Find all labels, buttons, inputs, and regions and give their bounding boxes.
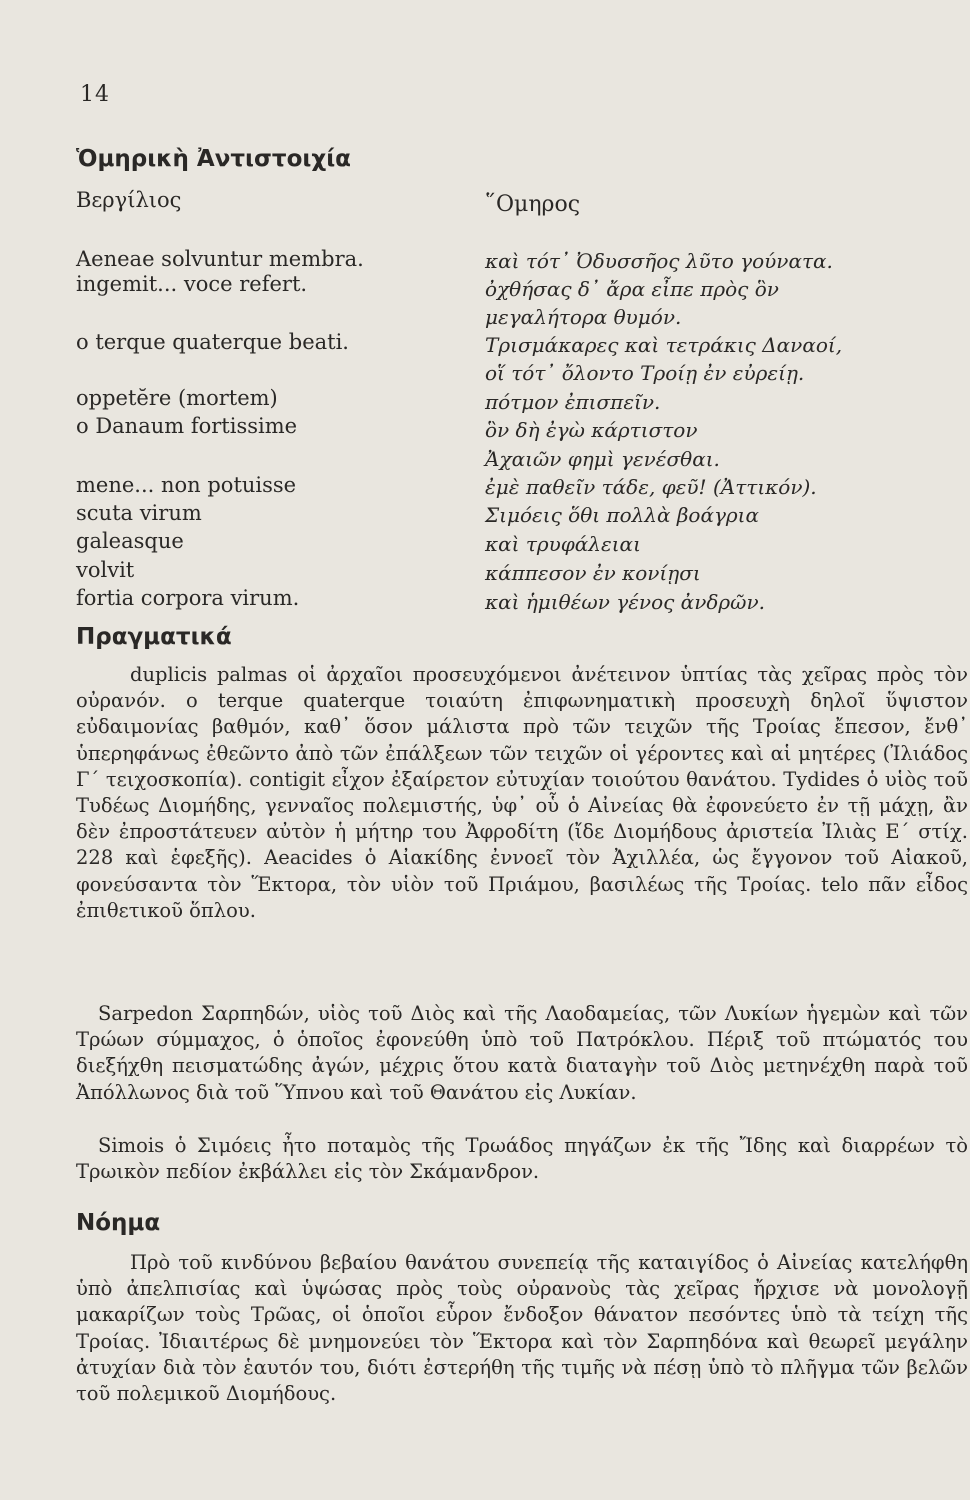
greek-line: Σιμόεις ὅθι πολλὰ βοάγρια: [485, 503, 760, 527]
greek-line: Ἀχαιῶν φημὶ γενέσθαι.: [485, 447, 720, 471]
latin-line: galeasque: [76, 529, 184, 553]
latin-line: ingemit... voce refert.: [76, 272, 308, 296]
heading-factual: Πραγματικά: [76, 624, 232, 650]
latin-line: oppetĕre (mortem): [76, 386, 278, 410]
page-number: 14: [80, 82, 110, 107]
latin-line: volvit: [76, 558, 135, 582]
greek-line: ὀχθήσας δ᾽ ἄρα εἶπε πρὸς ὃν: [485, 277, 779, 301]
paragraph: Πρὸ τοῦ κινδύνου βεβαίου θανάτου συνεπείᾳ τῆς καταιγίδος ὁ Αἰνείας κατελήφθη ὑπὸ ἀπελπισίας καὶ ὑψώσας πρὸς τοὺς οὐρανοὺς τὰς χεῖρας ἤρχισε νὰ μονολογῇ μακαρίζων τοὺς Τρῶας, οἱ ὁποῖοι εὗρον ἔνδοξον θάνατον πεσόντες ὑπὸ τὰ τείχη τῆς Τροίας. Ἰδιαιτέρως δὲ μνημονεύει τὸν Ἕκτορα καὶ τὸν Σαρπηδόνα καὶ θεωρεῖ μεγάλην ἀτυχίαν διὰ τὸν ἑαυτόν του, διότι ἐστερήθη τῆς τιμῆς νὰ πέσῃ ὑπὸ τὸ πλῆγμα τῶν βελῶν τοῦ πολεμικοῦ Διομήδους.: [76, 1251, 968, 1406]
heading-meaning: Νόημα: [76, 1210, 161, 1236]
paragraph: duplicis palmas οἱ ἀρχαῖοι προσευχόμενοι ἀνέτεινον ὑπτίας τὰς χεῖρας πρὸς τὸν οὐρανόν. o terque quaterque τοιαύτη ἐπιφωνηματικὴ προσευχὴ δηλοῖ ὕψιστον εὐδαιμονίας βαθμόν, καθ᾽ ὅσον μάλιστα πρὸ τῶν τειχῶν τῆς Τροίας ἔπεσον, ἔνθ᾽ ὑπερηφάνως ἐθεῶντο ἀπὸ τῶν ἐπάλξεων τῶν τειχῶν οἱ γέροντες καὶ αἱ μητέρες (Ἰλιάδος Γ´ τειχοσκοπία). contigit εἶχον ἐξαίρετον εὐτυχίαν τοιούτου θανάτου. Tydides ὁ υἱὸς τοῦ Τυδέως Διομήδης, γενναῖος πολεμιστής, ὑφ᾽ οὗ ὁ Αἰνείας θὰ ἐφονεύετο ἐν τῇ μάχῃ, ἂν δὲν ἐπροστάτευεν αὐτὸν ἡ μήτηρ του Ἀφροδίτη (ἴδε Διομήδους ἀριστεία Ἰλιὰς Ε´ στίχ. 228 καὶ ἑφεξῆς). Aeacides ὁ Αἰακίδης ἐννοεῖ τὸν Ἀχιλλέα, ὡς ἔγγονον τοῦ Αἰακοῦ, φονεύσαντα τὸν Ἕκτορα, τὸν υἱὸν τοῦ Πριάμου, βασιλέως τῆς Τροίας. telo πᾶν εἶδος ἐπιθετικοῦ ὅπλου.: [76, 663, 968, 922]
latin-line: Aeneae solvuntur membra.: [76, 247, 364, 271]
greek-line: ὃν δὴ ἐγὼ κάρτιστον: [485, 418, 698, 442]
column-title-homer: ῞Ομηρος: [485, 192, 581, 217]
greek-line: μεγαλήτορα θυμόν.: [485, 305, 682, 329]
greek-line: πότμον ἐπισπεῖν.: [485, 390, 661, 414]
greek-line: Τρισμάκαρες καὶ τετράκις Δαναοί,: [485, 333, 843, 357]
greek-line: κάππεσον ἐν κονίῃσι: [485, 561, 701, 585]
greek-line: καὶ τρυφάλειαι: [485, 532, 641, 556]
greek-line: καὶ ἡμιθέων γένος ἀνδρῶν.: [485, 590, 765, 614]
greek-line: οἵ τότ᾽ ὄλοντο Τροίῃ ἐν εὐρείῃ.: [485, 361, 805, 385]
latin-line: fortia corpora virum.: [76, 586, 300, 610]
latin-line: scuta virum: [76, 501, 202, 525]
latin-line: o terque quaterque beati.: [76, 330, 349, 354]
latin-line: mene... non potuisse: [76, 473, 297, 497]
greek-line: ἐμὲ παθεῖν τάδε, φεῦ! (Ἀττικόν).: [485, 475, 817, 499]
heading-correspondence: Ὁμηρικὴ Ἀντιστοιχία: [76, 146, 351, 172]
latin-line: o Danaum fortissime: [76, 414, 298, 438]
column-title-virgil: Βεργίλιος: [76, 188, 182, 212]
paragraph: Sarpedon Σαρπηδών, υἱὸς τοῦ Διὸς καὶ τῆς Λαοδαμείας, τῶν Λυκίων ἡγεμὼν καὶ τῶν Τρώων σύμμαχος, ὁ ὁποῖος ἐφονεύθη ὑπὸ τοῦ Πατρόκλου. Πέριξ τοῦ πτώματός του διεξήχθη πεισματώδης ἀγών, μέχρις ὅτου κατὰ διαταγὴν τοῦ Διὸς μετηνέχθη παρὰ τοῦ Ἀπόλλωνος διὰ τοῦ Ὕπνου καὶ τοῦ Θανάτου εἰς Λυκίαν.: [76, 1002, 968, 1104]
greek-line: καὶ τότ᾽ Ὀδυσσῆος λῦτο γούνατα.: [485, 249, 833, 273]
paragraph: Simois ὁ Σιμόεις ἦτο ποταμὸς τῆς Τρωάδος πηγάζων ἐκ τῆς Ἴδης καὶ διαρρέων τὸ Τρωικὸν πεδίον ἐκβάλλει εἰς τὸν Σκάμανδρον.: [76, 1134, 968, 1184]
